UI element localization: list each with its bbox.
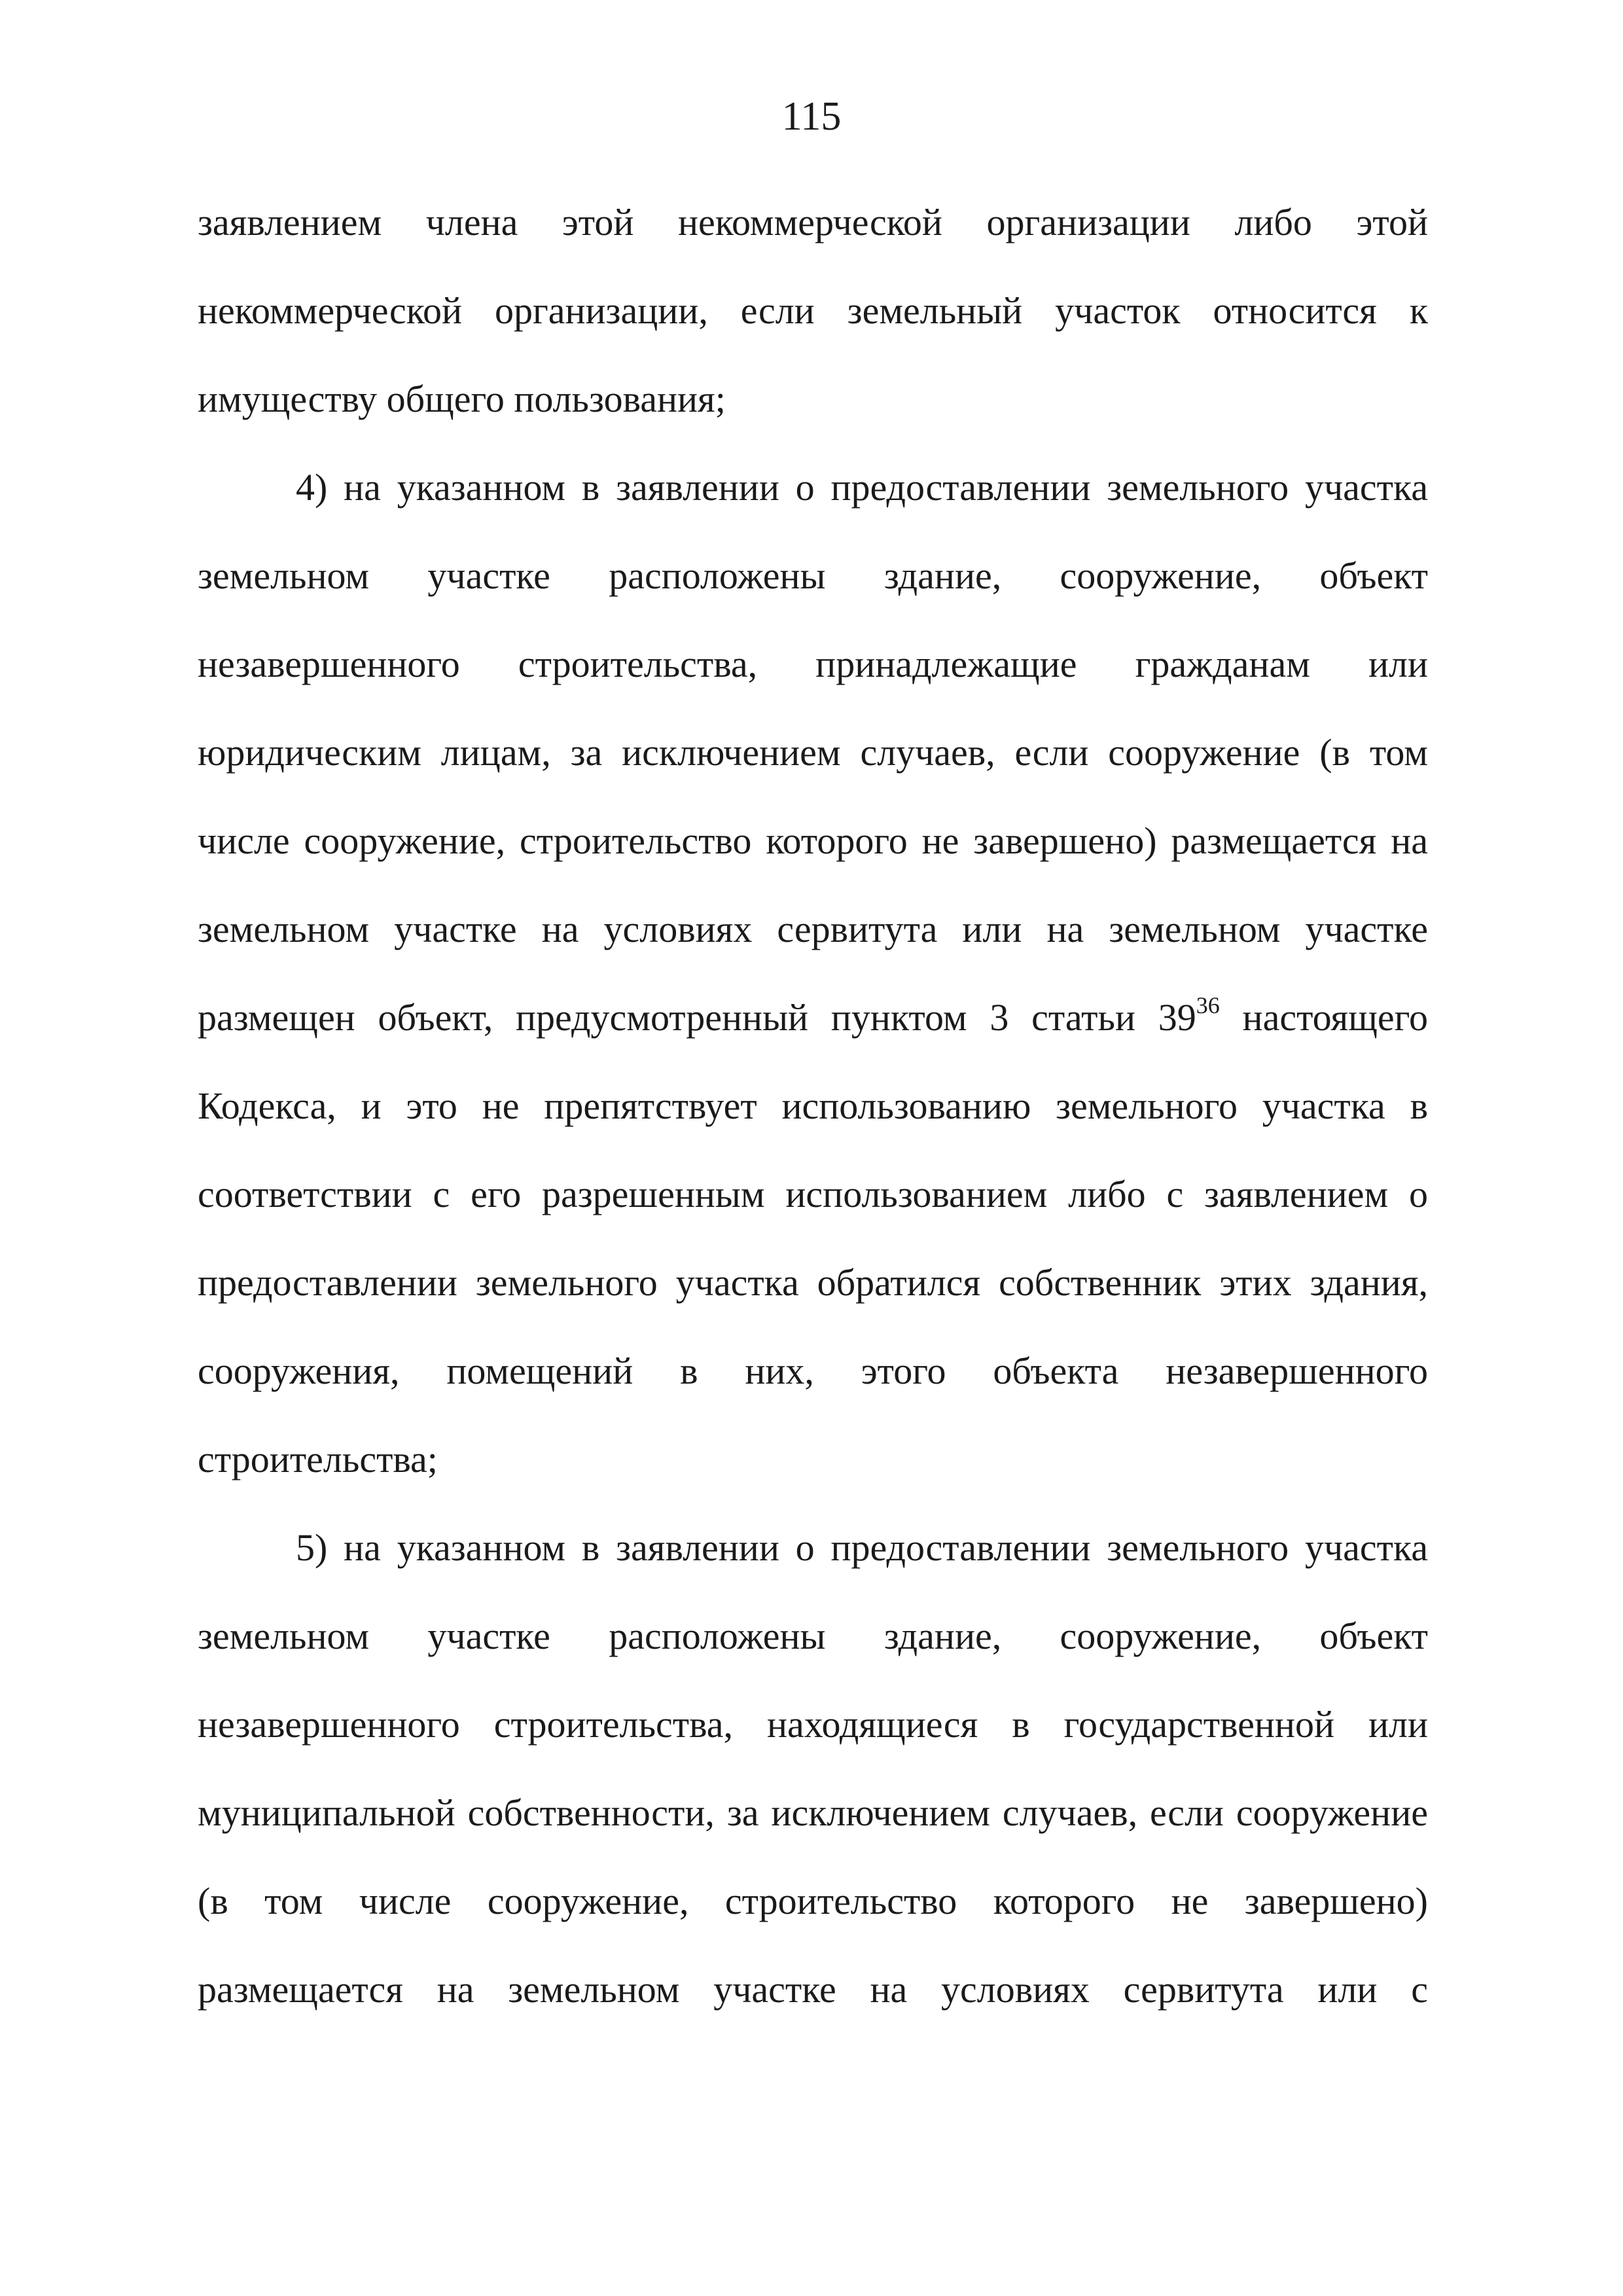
text-line: юридическим лицам, за исключением случаев, если сооружение (в том: [198, 731, 1428, 774]
paragraph-continuation: [198, 178, 1428, 443]
line-text-before: размещен объект, предусмотренный пунктом 3 статьи 39: [198, 996, 1196, 1039]
text-line: предоставлении земельного участка обратился собственник этих здания,: [198, 1261, 1428, 1304]
text-line: незавершенного строительства, находящиеся в государственной или: [198, 1703, 1428, 1746]
text-line: строительства;: [198, 1438, 438, 1480]
text-line: соответствии с его разрешенным использованием либо с заявлением о: [198, 1173, 1428, 1215]
text-line: имуществу общего пользования;: [198, 378, 726, 420]
line-text-after: настоящего: [1219, 996, 1428, 1039]
text-line: заявлением члена этой некоммерческой организации либо этой: [198, 201, 1428, 243]
page-number: 115: [781, 94, 842, 139]
article-superscript: 36: [1196, 992, 1220, 1018]
text-line: Кодекса, и это не препятствует использованию земельного участка в: [198, 1085, 1428, 1127]
text-line: земельном участке расположены здание, сооружение, объект: [198, 1615, 1428, 1657]
text-line: сооружения, помещений в них, этого объекта незавершенного: [198, 1350, 1428, 1392]
text-line: (в том числе сооружение, строительство которого не завершено): [198, 1880, 1428, 1922]
text-line: числе сооружение, строительство которого не завершено) размещается на: [198, 819, 1428, 862]
document-body: [198, 178, 1428, 2034]
text-line-with-superscript: [198, 973, 1428, 1062]
text-line: незавершенного строительства, принадлежащие гражданам или: [198, 643, 1428, 685]
paragraph-item-5: [198, 1503, 1428, 2034]
paragraph-item-4: [198, 443, 1428, 1503]
text-line: 4) на указанном в заявлении о предоставлении земельного участка: [296, 466, 1428, 509]
text-line: 5) на указанном в заявлении о предоставлении земельного участка: [296, 1526, 1428, 1569]
text-line: муниципальной собственности, за исключением случаев, если сооружение: [198, 1791, 1428, 1834]
text-line: земельном участке расположены здание, сооружение, объект: [198, 554, 1428, 597]
text-line: размещается на земельном участке на условиях сервитута или с: [198, 1968, 1428, 2011]
text-line: земельном участке на условиях сервитута или на земельном участке: [198, 908, 1428, 950]
text-line: некоммерческой организации, если земельный участок относится к: [198, 289, 1428, 332]
